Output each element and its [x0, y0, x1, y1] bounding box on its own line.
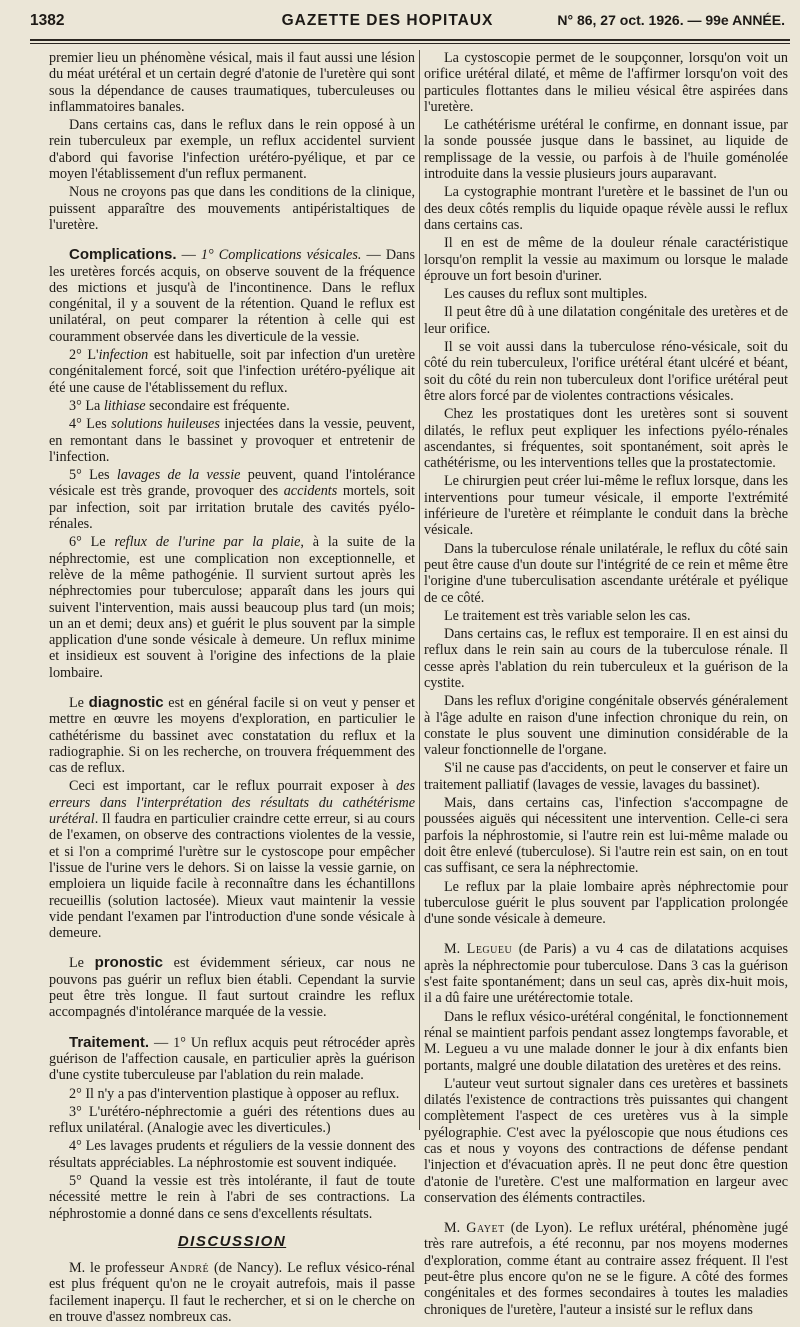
text: (de Lyon). Le reflux urétéral, phénomène jugé très rare autrefois, a été reconnu, par nos moyens modernes d'exploration, comme étant au contraire assez fréquent. Il l'est peut-être plus encore qu'on ne se le figure. A côté des formes congénitales et des formes secondaires à toutes les maladies chroniques de l'uretère, l'auteur a insisté sur le reflux dans — [424, 1220, 788, 1318]
paragraph — [49, 416, 415, 465]
text: M. — [444, 941, 467, 958]
text: peuvent, quand l'intolérance vésicale est très grande, provoquer des — [49, 467, 415, 500]
complications-paragraph: Complications. — 1° Complications vésicales. — Dans les uretères forcés acquis, on observe souvent de la fréquence des mictions et jusqu'à de l'incontinence. Dans le reflux congénital, il y a souvent de la rétention. Quand le reflux est unilatéral, on peut comparer la rétention à celle qui est couramment observée dans les diverticule de la vessie. — [49, 246, 415, 345]
paragraph: 5° Quand la vessie est très intolérante, il faut de toute nécessité mettre le rein à l'abri de ses contractions. La néphrostomie a donné dans ce sens d'excellents résultats. — [49, 1173, 415, 1222]
section-heading: pronostic — [94, 954, 163, 972]
text: M. — [444, 1220, 467, 1237]
text: est habituelle, soit par infection d'un uretère congénitalement forcé, soit que l'infection urétéro-pyélique ait été une cause de l'établissement du reflux. — [49, 347, 416, 396]
text: (de Paris) a vu 4 cas de dilatations acquises après la néphrectomie pour tuberculose. Dans 3 cas la guérison s'est faite spontanément; dans un seul cas, après dix-huit mois, il a dû faire une urétérectomie totale. — [424, 941, 789, 1007]
emphasis: accidents — [283, 483, 338, 500]
author-name: Gayet — [466, 1220, 505, 1237]
text: Ceci est important, car le reflux pourrait exposer à — [69, 778, 397, 795]
paragraph — [49, 778, 415, 941]
paragraph — [49, 398, 415, 414]
page-number: 1382 — [30, 12, 65, 29]
treatment-paragraph — [49, 1035, 415, 1084]
text: secondaire est fréquente. — [145, 397, 290, 414]
text: 3° La — [69, 397, 104, 414]
paragraph: Chez les prostatiques dont les uretères sont si souvent dilatés, le reflux peut expliquer les infections pyélo-rénales ascendantes, si fréquentes, soit spontanément, soit après le cathétérisme, ou les interventions telles que la prostatectomie. — [424, 406, 788, 472]
paragraph: 4° Les lavages prudents et réguliers de la vessie donnent des résultats appréciables. La néphrostomie est souvent indiquée. — [49, 1138, 415, 1171]
header-rule — [30, 39, 790, 41]
page-header — [30, 8, 785, 30]
header-rule-thin — [30, 43, 790, 44]
paragraph — [49, 534, 415, 681]
subheading: 1° Complications vésicales. — [200, 247, 362, 264]
text: Le — [69, 694, 89, 711]
emphasis: solutions huileuses — [111, 416, 220, 433]
right-column — [424, 50, 788, 1320]
paragraph: 3° L'urétéro-néphrectomie a guéri des rétentions dues au reflux unilatéral. (Analogie avec les diverticules.) — [49, 1103, 415, 1137]
text: est évidemment sérieux, car nous ne pouvons pas guérir un reflux bien établi. Cependant la survie peut être très longue. Il faut surtout craindre les reflux accompagnés d'intolérance marquée de la vessie. — [49, 955, 415, 1021]
emphasis: lavages de la vessie — [116, 467, 241, 484]
left-column — [49, 50, 415, 1327]
emphasis: reflux de l'urine par la plaie — [114, 534, 301, 551]
paragraph: Dans le reflux vésico-urétéral congénital, le fonctionnement rénal se maintient parfois pendant assez longtemps favorable, et M. Legueu a vu une malade donner le jour à dix enfants bien portants, malgré une double dilatation des uretères et des reins. — [424, 1008, 788, 1074]
text: 4° Les — [69, 416, 112, 433]
author-name: Legueu — [466, 941, 513, 958]
text: — 1° Un reflux acquis peut rétrocéder après guérison de l'affection causale, en particulier après la guérison d'une cystite tuberculeuse par l'ablation du rein malade. — [49, 1034, 415, 1084]
paragraph: Le chirurgien peut créer lui-même le reflux lorsque, dans les interventions pour tumeur vésicale, il emporte l'extrémité inférieure de l'uretère et réimplante le conduit dans la brèche vésicale. — [424, 473, 788, 539]
paragraph: Le traitement est très variable selon les cas. — [444, 607, 691, 624]
text: 2° L' — [69, 347, 99, 364]
paragraph: La cystoscopie permet de le soupçonner, lorsqu'on voit un orifice urétéral dilaté, et même de l'affirmer lorsqu'on voit des particules flottantes dans le milieu vésical être aspirées dans l'uretère. — [424, 50, 788, 115]
emphasis: infection — [98, 347, 149, 364]
emphasis: des erreurs dans l'interprétation des résultats du cathétérisme urétéral — [49, 778, 415, 828]
paragraph: Dans les reflux d'origine congénitale observés généralement à l'âge adulte en raison d'une infection chronique du rein, on constate le plus souvent une diminution considérable de la valeur fonctionnelle de l'organe. — [424, 693, 788, 759]
paragraph: 2° Il n'y a pas d'intervention plastique à opposer au reflux. — [69, 1085, 400, 1102]
discussion-heading: DISCUSSION — [177, 1232, 287, 1250]
issue-info: N° 86, 27 oct. 1926. — 99e ANNÉE. — [557, 12, 785, 28]
paragraph — [424, 941, 788, 1006]
paragraph: Il se voit aussi dans la tuberculose réno-vésicale, soit du côté du rein tuberculeux, l'orifice urétéral étant ulcéré et béant, soit du côté du rein non tuberculeux dont l'orifice urétéral peut être alors forcé par de violentes contractions vésicales. — [424, 339, 788, 404]
paragraph: Dans certains cas, dans le reflux dans le rein opposé à un rein tuberculeux par exemple, un reflux accidentel survient d'abord qui favorise l'infection urétéro-pyélique, et par ce moyen l'établissement d'un reflux permanent. — [49, 117, 415, 183]
paragraph — [49, 1260, 415, 1325]
section-heading: Traitement. — [69, 1033, 150, 1051]
paragraph: La cystographie montrant l'uretère et le bassinet de l'un ou des deux côtés remplis du liquide opaque révèle aussi le reflux dans certains cas. — [424, 184, 788, 233]
text: (de Nancy). Le reflux vésico-rénal est plus fréquent qu'on ne le croyait autrefois, mais il passe facilement inaperçu. Il faut le rechercher, et si on le cherche on en trouve d'assez nombreux cas. — [49, 1260, 416, 1326]
text: , à la suite de la néphrectomie, est une complication non exceptionnelle, et relève de la même pathogénie. Il survient surtout après les néphrectomies pour tuberculose; apparaît dans les jours qui suivent l'intervention, mais aussi beaucoup plus tard (un mois; un an et demi; deux ans) et guérit le plus souvent par la simple application d'une sonde vésicale à demeure. Un reflux minime et insidieux est souvent à l'origine des infections de la plaie lombaire. — [49, 534, 415, 681]
paragraph: Le reflux par la plaie lombaire après néphrectomie pour tuberculose guérit le plus souvent par l'application prolongée d'une sonde vésicale à demeure. — [424, 878, 788, 928]
paragraph: S'il ne cause pas d'accidents, on peut le conserver et faire un traitement palliatif (lavages de vessie, lavages du bassinet). — [424, 760, 788, 793]
paragraph-text: Dans les uretères forcés acquis, on observe souvent de la fréquence des mictions et jusqu'à de l'incontinence. Dans le reflux congénital, il y a souvent de la rétention. Quand le reflux est unilatéral, on peut comparer la rétention à celle qui est couramment observée dans les diverticule de la vessie. — [49, 247, 415, 345]
diagnostic-paragraph — [49, 695, 415, 776]
paragraph: Nous ne croyons pas que dans les conditions de la clinique, puissent apparaître des mouvements antipéristaltiques de l'uretère. — [49, 184, 415, 233]
text: mortels, soit par infection, soit par irritation brutale des cavités pyélo-rénales. — [49, 483, 415, 533]
author-name: André — [169, 1260, 210, 1277]
section-heading: diagnostic — [88, 693, 164, 711]
paragraph: Il peut être dû à une dilatation congénitale des uretères et de leur orifice. — [424, 304, 788, 337]
journal-title: GAZETTE DES HOPITAUX — [281, 12, 494, 29]
paragraph: L'auteur veut surtout signaler dans ces uretères et bassinets dilatés l'existence de contractions très puissantes qui changent complètement l'aspect de ces uretères vus à la simple pyélographie. C'est avec la pyéloscopie que nous étudions ces cas et nous y voyons des contractions de défense pendant l'injection et d'évacuation après. Il ne peut donc être question d'atonie de l'uretère. C'est une malformation en largeur avec conservation des éléments contractiles. — [424, 1075, 788, 1206]
text: Le — [69, 955, 95, 972]
paragraph: premier lieu un phénomène vésical, mais il faut aussi une lésion du méat urétéral et un certain degré d'atonie de l'uretère qui sont sous la dépendance de causes traumatiques, tuberculeuses ou inflammatoires banales. — [49, 50, 415, 115]
section-heading: Complications. — [69, 246, 177, 264]
text: est en général facile si on veut y penser et mettre en œuvre les moyens d'exploration, en particulier le cathétérisme du bassinet avec constatation du reflux et la radiographie. Si on les recherche, on trouvera fréquemment des cas de reflux. — [49, 694, 415, 777]
emphasis: lithiase — [103, 397, 146, 414]
paragraph: Les causes du reflux sont multiples. — [444, 286, 648, 303]
text: M. le professeur — [69, 1260, 170, 1277]
text: injectées dans la vessie, peuvent, en remontant dans le bassinet y provoquer et entretenir de l'infection. — [49, 416, 415, 465]
paragraph: Le cathétérisme urétéral le confirme, en donnant issue, par la sonde poussée jusque dans le bassinet, au liquide de remplissage de la vessie, ou parfois à de l'huile goménolée introduite dans la vessie plusieurs jours auparavant. — [424, 117, 788, 183]
paragraph — [49, 347, 415, 396]
text: 5° Les — [69, 467, 117, 484]
paragraph — [424, 1220, 788, 1318]
paragraph: Mais, dans certains cas, l'infection s'accompagne de poussées aiguës qui nécessitent une intervention. Celle-ci sera parfois la néphrostomie, si l'autre rein est lui-même malade ou doit être enlevé (tuberculose). Si l'autre rein est sain, on en tout cas suffisant, ce sera la néphrectomie. — [424, 795, 788, 877]
text: . Il faudra en particulier craindre cette erreur, si au cours de l'examen, on observe des contractions violentes de la vessie, et si l'on a comprimé l'urètre sur le cystoscope pour empêcher l'issue de l'urine vers le dehors. Si on laisse la vessie garnie, on emploiera un liquide facile à reconnaître dans les échantillons recueillis (solution lactosée). Mieux vaut maintenir la vessie vide pendant l'examen par l'introduction d'une sonde vésicale à demeure. — [49, 811, 415, 942]
paragraph: Il en est de même de la douleur rénale caractéristique lorsqu'on remplit la vessie au maximum ou lorsque le malade éprouve un fort besoin d'uriner. — [424, 235, 788, 284]
column-divider — [419, 50, 420, 1130]
paragraph: Dans la tuberculose rénale unilatérale, le reflux du côté sain peut être cause d'un doute sur l'intégrité de ce rein et même être l'origine d'une tuberculisation ascendante urétérale et pyélique de ce côté. — [424, 540, 788, 606]
paragraph — [49, 467, 415, 532]
prognostic-paragraph — [49, 955, 415, 1020]
text: 6° Le — [69, 534, 115, 551]
paragraph: Dans certains cas, le reflux est temporaire. Il en est ainsi du reflux dans le rein sain au cours de la tuberculose rénale. Il cesse après l'ablation du rein tuberculeux et la guérison de la cystite. — [424, 626, 788, 691]
